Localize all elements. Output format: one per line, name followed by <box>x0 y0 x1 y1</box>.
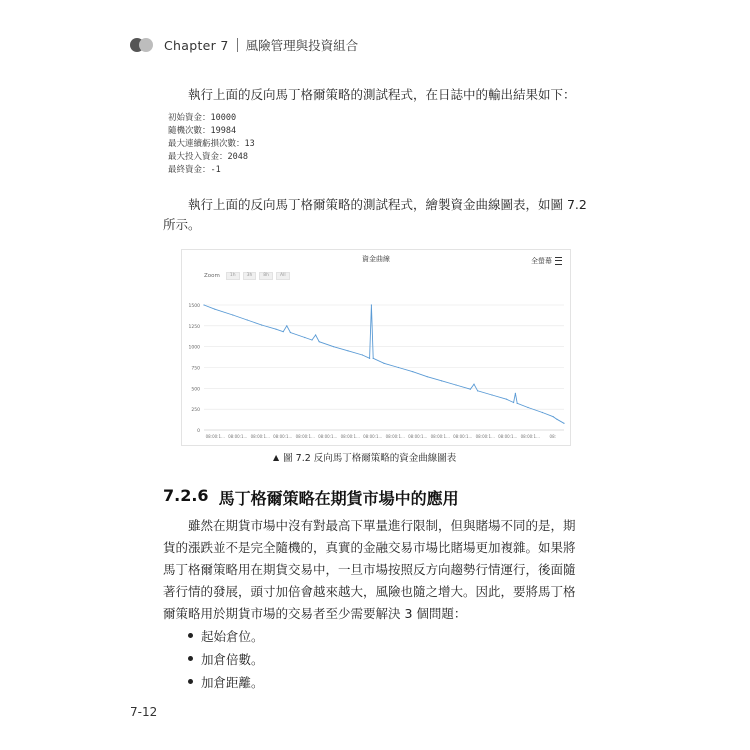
data-point <box>362 354 363 355</box>
data-point <box>517 403 518 404</box>
data-point <box>542 412 543 413</box>
body-line: 著行情的發展，頭寸加倍會越來越大，風險也隨之增大。因此，要將馬丁格 <box>163 584 576 599</box>
x-tick-label: 08:00:1... <box>318 434 338 439</box>
bullet-list <box>188 624 264 693</box>
y-tick-label: 750 <box>191 366 200 372</box>
figure-caption-text: 圖 7.2 反向馬丁格爾策略的資金曲線圖表 <box>283 453 457 464</box>
data-point <box>513 402 514 403</box>
equity-curve-series-line <box>204 305 564 423</box>
x-tick-label: 08:00:1... <box>498 434 518 439</box>
x-tick-label: 08:00:1... <box>520 434 540 439</box>
data-point <box>232 314 233 315</box>
y-tick-label: 1500 <box>188 304 200 309</box>
page-header <box>130 35 358 55</box>
fullscreen-label: 全螢幕 <box>531 257 552 265</box>
y-tick-label: 500 <box>191 387 200 393</box>
list-item <box>188 670 264 693</box>
data-point <box>347 350 348 351</box>
section-title: 馬丁格爾策略在期貨市場中的應用 <box>218 489 459 508</box>
data-point <box>412 371 413 372</box>
x-tick-label: 08:00:1... <box>295 434 315 439</box>
data-point <box>515 393 516 394</box>
data-point <box>477 390 478 391</box>
data-point <box>556 419 557 420</box>
zoom-label: Zoom <box>204 273 220 279</box>
data-point <box>553 416 554 417</box>
zoom-1h-button[interactable]: 1h <box>226 272 240 280</box>
log-line: 最大連續虧損次數：13 <box>168 139 255 149</box>
data-point <box>371 304 372 305</box>
data-point <box>315 334 316 335</box>
data-point <box>491 394 492 395</box>
data-point <box>369 358 370 359</box>
x-tick-label: 08:00:1... <box>408 434 428 439</box>
zoom-3h-button[interactable]: 3h <box>243 272 257 280</box>
data-point <box>203 304 204 305</box>
data-point <box>506 399 507 400</box>
x-tick-label: 08:00:1... <box>273 434 293 439</box>
data-point <box>427 376 428 377</box>
x-tick-label: 08:00:1... <box>340 434 360 439</box>
data-point <box>383 363 384 364</box>
list-item-text: 起始倉位。 <box>201 628 264 644</box>
data-point <box>455 384 456 385</box>
triangle-up-icon: ▲ <box>273 452 280 462</box>
x-tick-label: 08:00:1... <box>453 434 473 439</box>
x-tick-label: 08:00:1... <box>475 434 495 439</box>
data-point <box>319 341 320 342</box>
data-point <box>470 389 471 390</box>
data-point <box>333 346 334 347</box>
data-point <box>473 384 474 385</box>
intro-paragraph: 執行上面的反向馬丁格爾策略的測試程式，在日誌中的輸出結果如下： <box>188 87 576 102</box>
data-point <box>247 319 248 320</box>
chart-intro-line-1: 執行上面的反向馬丁格爾策略的測試程式，繪製資金曲線圖表，如圖 7.2 <box>188 197 587 212</box>
bullet-icon <box>188 633 193 638</box>
x-tick-label: 08:00:1... <box>228 434 248 439</box>
list-item <box>188 624 264 647</box>
chapter-toggle-icon <box>130 38 154 52</box>
list-item <box>188 647 264 670</box>
x-tick-label: 08:00:1... <box>250 434 270 439</box>
body-line: 馬丁格爾策略用在期貨交易中，一旦市場按照反方向趨勢行情運行，後面隨 <box>163 562 576 577</box>
header-divider <box>237 38 238 52</box>
x-tick-label: 08:00:1... <box>385 434 405 439</box>
log-line: 隨機次數：19984 <box>168 126 237 136</box>
page-number: 7-12 <box>130 705 158 719</box>
bullet-icon <box>188 656 193 661</box>
y-tick-label: 250 <box>191 408 200 414</box>
data-point <box>398 367 399 368</box>
data-point <box>275 329 276 330</box>
body-line: 爾策略用於期貨市場的交易者至少需要解決 3 個問題： <box>163 606 467 621</box>
chart-title: 資金曲線 <box>362 255 390 263</box>
data-point <box>527 407 528 408</box>
data-point <box>286 325 287 326</box>
zoom-all-button[interactable]: All <box>276 272 290 280</box>
chart-intro-line-2: 所示。 <box>163 217 201 232</box>
x-tick-label: 08:00:1... <box>430 434 450 439</box>
log-line: 初始資金：10000 <box>168 113 237 123</box>
chapter-label: Chapter 7 <box>164 37 229 53</box>
list-item-text: 加倉距離。 <box>201 674 264 690</box>
y-tick-label: 1000 <box>188 345 200 351</box>
y-tick-label: 1250 <box>188 324 200 330</box>
data-point <box>283 331 284 332</box>
data-point <box>563 423 564 424</box>
log-line: 最大投入資金：2048 <box>168 152 248 162</box>
bullet-icon <box>188 679 193 684</box>
data-point <box>261 324 262 325</box>
figure-caption <box>273 450 456 464</box>
chapter-title: 風險管理與投資組合 <box>245 38 359 53</box>
equity-curve-chart <box>181 249 571 446</box>
y-tick-label: 0 <box>197 429 200 434</box>
body-line: 貨的漲跌並不是完全隨機的，真實的金融交易市場比賭場更加複雜。如果將 <box>163 540 576 555</box>
data-point <box>214 309 215 310</box>
list-item-text: 加倉倍數。 <box>201 651 264 667</box>
x-tick-label: 08:00:1... <box>205 434 225 439</box>
chart-plot-area <box>182 250 570 445</box>
body-line: 雖然在期貨市場中沒有對最高下單量進行限制，但與賭場不同的是，期 <box>188 518 576 533</box>
data-point <box>373 358 374 359</box>
zoom-8h-button[interactable]: 8h <box>259 272 273 280</box>
section-number: 7.2.6 <box>163 486 209 505</box>
section-heading <box>163 486 459 509</box>
x-tick-label: 08: <box>549 434 556 439</box>
data-point <box>290 332 291 333</box>
x-tick-label: 08:00:1... <box>363 434 383 439</box>
data-point <box>311 339 312 340</box>
log-line: 最終資金：-1 <box>168 165 221 175</box>
data-point <box>304 337 305 338</box>
data-point <box>441 380 442 381</box>
log-output <box>168 112 255 177</box>
